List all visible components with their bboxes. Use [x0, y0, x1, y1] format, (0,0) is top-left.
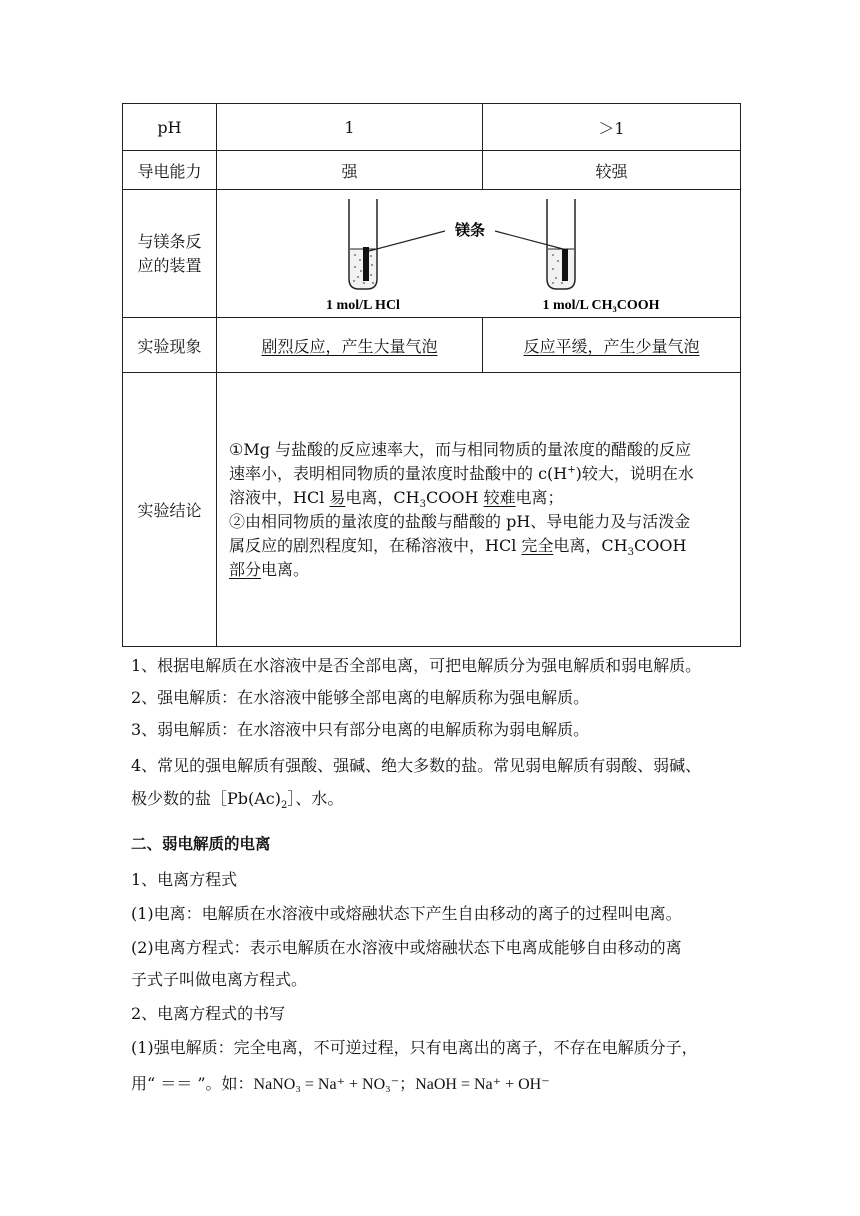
pointer-line-right [495, 231, 563, 249]
row-label: 实验结论 [123, 373, 217, 647]
table-row-conductivity [123, 151, 741, 190]
conclusion-line [229, 486, 730, 510]
paragraph-3: 3、弱电解质：在水溶液中只有部分电离的电解质称为弱电解质。 [131, 720, 590, 739]
comparison-table [122, 103, 741, 647]
table-row-conclusion [123, 373, 741, 647]
paragraph-text: 极少数的盐［Pb(Ac) [131, 789, 282, 808]
table-row-phenomenon [123, 318, 741, 373]
left-tube-label: 1 mol/L HCl [326, 297, 400, 313]
subsection-1: 1、电离方程式 [131, 870, 238, 889]
conclusion-line [229, 510, 730, 534]
subscript: 3 [627, 546, 634, 558]
conclusion-line [229, 558, 730, 582]
row-label: 导电能力 [123, 151, 217, 190]
conclusion-text: 溶液中，HCl [229, 487, 330, 507]
subsection-1-1: (1)电离：电解质在水溶液中或熔融状态下产生自由移动的离子的过程叫电离。 [131, 904, 682, 923]
underlined-answer: 部分 [229, 559, 262, 579]
conclusion-line [229, 462, 730, 486]
subscript: 2 [281, 800, 288, 812]
equation-naoh: NaOH = Na⁺ + OH⁻ [415, 1076, 550, 1093]
ch3cooh-cell: ＞1 [483, 104, 741, 151]
conclusion-cell [217, 373, 741, 647]
underlined-answer: 较难 [483, 487, 516, 507]
underlined-answer: 易 [329, 487, 346, 507]
hcl-cell: 1 [217, 104, 483, 151]
ch3cooh-cell [483, 318, 741, 373]
apparatus-cell [217, 190, 741, 318]
subsection-2: 2、电离方程式的书写 [131, 1004, 286, 1023]
ch3cooh-cell: 较强 [483, 151, 741, 190]
conclusion-line [229, 438, 730, 462]
paragraph-1: 1、根据电解质在水溶液中是否全部电离，可把电解质分为强电解质和弱电解质。 [131, 656, 702, 675]
superscript: + [567, 464, 576, 476]
conclusion-text: 电离，CH [345, 487, 420, 507]
conclusion-text: COOH [634, 535, 687, 555]
subsection-1-2-line-2: 子式子叫做电离方程式。 [131, 970, 308, 989]
table-row-apparatus [123, 190, 741, 318]
right-tube-label: 1 mol/L CH₃COOH [542, 297, 660, 313]
test-tube-right [547, 199, 575, 289]
paragraph-2: 2、强电解质：在水溶液中能够全部电离的电解质称为强电解质。 [131, 688, 590, 707]
paragraph-4-line-2 [131, 787, 343, 811]
hcl-phenomenon: 剧烈反应，产生大量气泡 [261, 336, 438, 356]
underlined-answer: 完全 [521, 535, 554, 555]
conclusion-text: ②由相同物质的量浓度的盐酸与醋酸的 pH、导电能力及与活泼金 [229, 511, 691, 531]
conclusion-line [229, 534, 730, 558]
row-label: 实验现象 [123, 318, 217, 373]
conclusion-text: )较大，说明在水 [575, 463, 694, 483]
equation-nano3: NaNO₃ = Na⁺ + NO₃⁻ [253, 1076, 400, 1093]
apparatus-diagram [217, 193, 739, 315]
hcl-cell [217, 318, 483, 373]
conclusion-text: 电离。 [261, 559, 310, 579]
paragraph-text: 用“ ＝＝ ”。如： [131, 1074, 254, 1093]
row-label: pH [123, 104, 217, 151]
subsection-2-1-line-1: (1)强电解质：完全电离，不可逆过程，只有电离出的离子，不存在电解质分子， [131, 1038, 698, 1057]
table-row-ph [123, 104, 741, 151]
ch3cooh-phenomenon: 反应平缓，产生少量气泡 [523, 336, 700, 356]
subscript: 3 [419, 498, 426, 510]
conclusion-text: 电离； [515, 487, 564, 507]
apparatus-figure [217, 193, 740, 315]
pointer-line-left [369, 231, 445, 251]
subsection-2-1-line-2 [131, 1072, 550, 1097]
subsection-1-2-line-1: (2)电离方程式：表示电解质在水溶液中或熔融状态下电离成能够自由移动的离 [131, 938, 682, 957]
row-label: 与镁条反应的装置 [123, 190, 217, 318]
ribbon-label: 镁条 [454, 220, 486, 239]
section-heading: 二、弱电解质的电离 [131, 835, 271, 853]
separator: ； [399, 1074, 416, 1093]
conclusion-text: 属反应的剧烈程度知，在稀溶液中，HCl [229, 535, 522, 555]
paragraph-text: ］、水。 [287, 789, 344, 808]
conclusion-text: COOH [426, 487, 484, 507]
paragraph-4-line-1: 4、常见的强电解质有强酸、强碱、绝大多数的盐。常见弱电解质有弱酸、弱碱、 [131, 756, 702, 775]
test-tube-left [349, 199, 377, 289]
conclusion-text: 电离，CH [553, 535, 628, 555]
conclusion-text: 速率小，表明相同物质的量浓度时盐酸中的 c(H [229, 463, 568, 483]
conclusion-text: ①Mg 与盐酸的反应速率大，而与相同物质的量浓度的醋酸的反应 [229, 439, 692, 459]
hcl-cell: 强 [217, 151, 483, 190]
